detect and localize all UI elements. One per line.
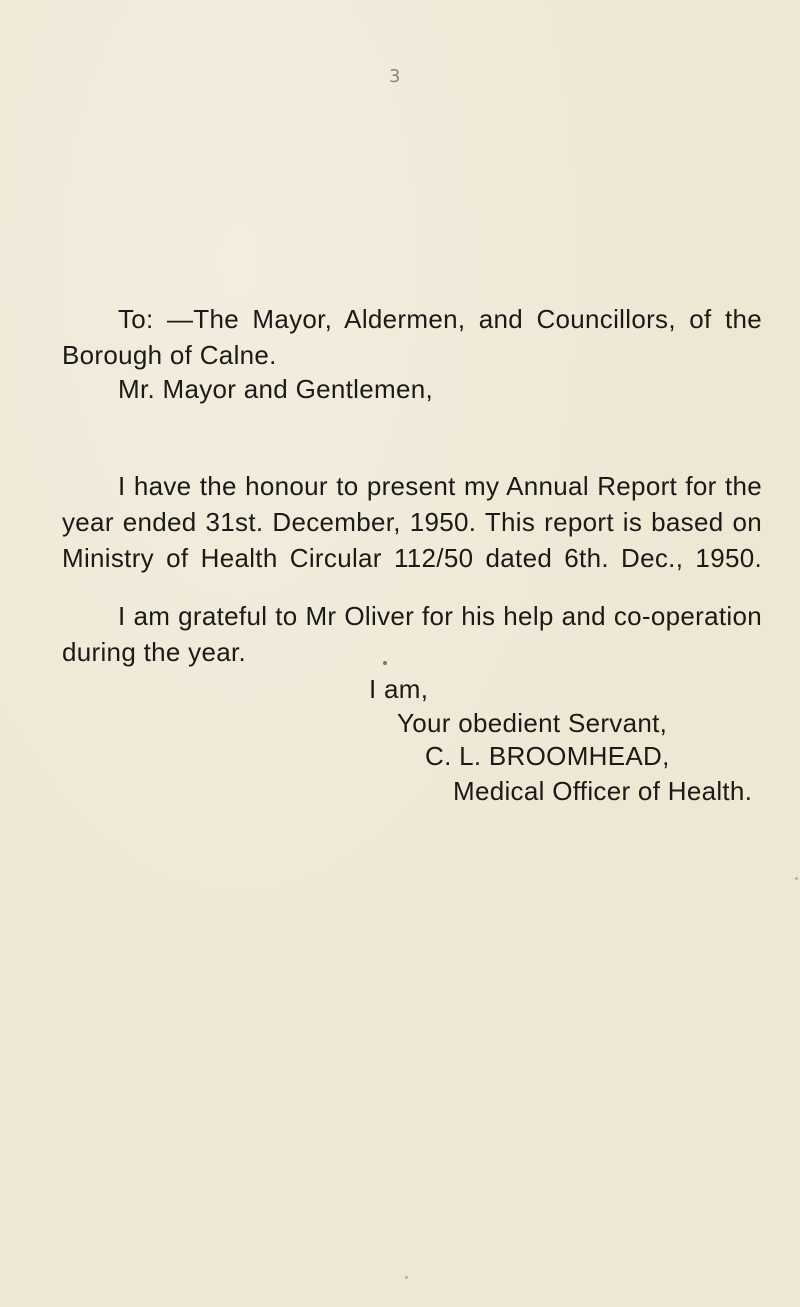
salutation: Mr. Mayor and Gentlemen, bbox=[118, 374, 433, 404]
closing-servant: Your obedient Servant, bbox=[397, 708, 668, 738]
signatory-name: C. L. BROOMHEAD, bbox=[425, 741, 670, 771]
closing-i-am: I am, bbox=[369, 674, 429, 704]
paper-speck bbox=[405, 1276, 408, 1279]
address-block bbox=[62, 301, 762, 373]
paragraph-report-line-2: year ended 31st. December, 1950. This report is based on bbox=[62, 507, 762, 537]
paragraph-thanks-line-1: I am grateful to Mr Oliver for his help and co-operation bbox=[118, 601, 762, 631]
address-line-2: Borough of Calne. bbox=[62, 340, 277, 370]
paragraph-thanks bbox=[62, 598, 762, 670]
page-number: 3 bbox=[389, 66, 401, 87]
paragraph-report-line-1: I have the honour to present my Annual Report for the bbox=[118, 471, 762, 501]
paper-speck bbox=[795, 877, 798, 880]
paragraph-thanks-line-2: during the year. bbox=[62, 637, 247, 667]
paragraph-report bbox=[62, 468, 762, 576]
address-line-1: To: —The Mayor, Aldermen, and Councillors, of the bbox=[118, 304, 762, 334]
ink-speck bbox=[383, 661, 387, 665]
paragraph-report-line-3: Ministry of Health Circular 112/50 dated 6th. Dec., 1950. bbox=[62, 543, 762, 573]
signatory-title: Medical Officer of Health. bbox=[453, 776, 753, 806]
